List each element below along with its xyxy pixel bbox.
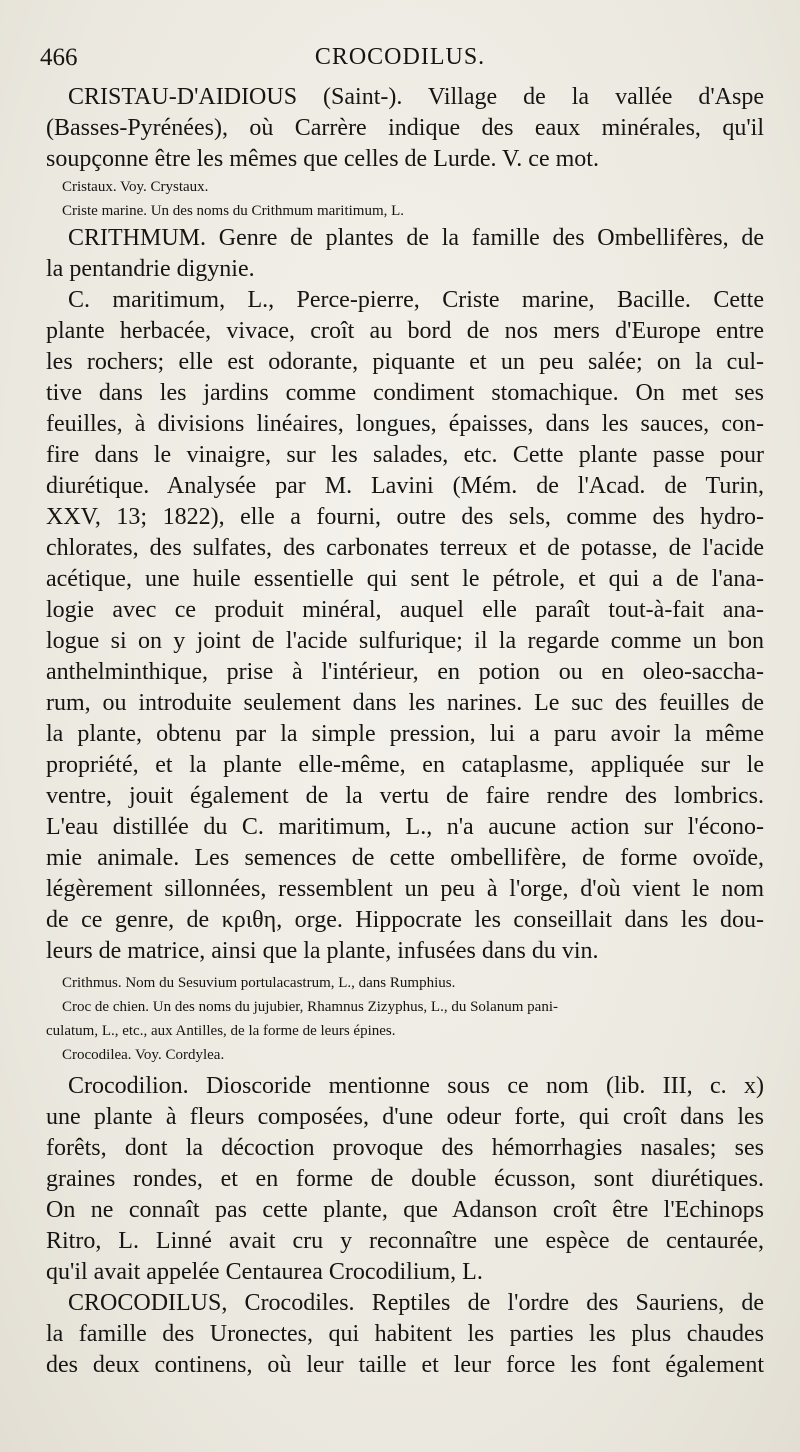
text-line: la pentandrie digynie. <box>46 256 255 282</box>
text-line: XXV, 13; 1822), elle a fourni, outre des sels, comme des hydro- <box>46 504 764 530</box>
text-line: On ne connaît pas cette plante, que Adanson croît être l'Echinops <box>46 1197 764 1223</box>
note-line: Crithmus. Nom du Sesuvium portulacastrum, L., dans Rumphius. <box>62 975 456 991</box>
text-line: Crocodilion. Dioscoride mentionne sous ce nom (lib. III, c. x) <box>68 1073 764 1099</box>
text-line: tive dans les jardins comme condiment stomachique. On met ses <box>46 380 764 406</box>
text-line: feuilles, à divisions linéaires, longues, épaisses, dans les sauces, con- <box>46 411 764 437</box>
text-line: graines rondes, et en forme de double écusson, sont diurétiques. <box>46 1166 764 1192</box>
text-line: (Basses-Pyrénées), où Carrère indique des eaux minérales, qu'il <box>46 115 764 141</box>
entry-c-maritimum <box>46 285 764 967</box>
text-line: anthelminthique, prise à l'intérieur, en potion ou en oleo-saccha- <box>46 659 764 685</box>
text-line: de ce genre, de κριθη, orge. Hippocrate les conseillait dans les dou- <box>46 907 764 933</box>
entry-crithmum <box>46 223 764 285</box>
text-line: ventre, jouit également de la vertu de faire rendre des lombrics. <box>46 783 764 809</box>
note-crithmus <box>46 971 764 995</box>
running-head: CROCODILUS. <box>314 44 486 70</box>
text-line: légèrement sillonnées, ressemblent un peu à l'orge, d'où vient le nom <box>46 876 764 902</box>
text-line: plante herbacée, vivace, croît au bord de nos mers d'Europe entre <box>46 318 764 344</box>
note-line: Croc de chien. Un des noms du jujubier, Rhamnus Zizyphus, L., du Solanum pani- <box>62 999 558 1015</box>
note-croc-de-chien <box>46 995 764 1043</box>
text-line: Ritro, L. Linné avait cru y reconnaître une espèce de centaurée, <box>46 1228 764 1254</box>
text-line: C. maritimum, L., Perce-pierre, Criste marine, Bacille. Cette <box>68 287 764 313</box>
note-line: Cristaux. Voy. Crystaux. <box>62 179 209 195</box>
text-line: diurétique. Analysée par M. Lavini (Mém. de l'Acad. de Turin, <box>46 473 764 499</box>
text-line: rum, ou introduite seulement dans les narines. Le suc des feuilles de <box>46 690 764 716</box>
text-line: CRISTAU-D'AIDIOUS (Saint-). Village de la vallée d'Aspe <box>68 84 764 110</box>
page-body <box>46 82 764 1381</box>
note-line: culatum, L., etc., aux Antilles, de la forme de leurs épines. <box>46 1023 396 1039</box>
text-line: leurs de matrice, ainsi que la plante, infusées dans du vin. <box>46 938 599 964</box>
text-line: soupçonne être les mêmes que celles de Lurde. V. ce mot. <box>46 146 599 172</box>
entry-cristau-daidious <box>46 82 764 175</box>
text-line: logie avec ce produit minéral, auquel elle paraît tout-à-fait ana- <box>46 597 764 623</box>
page-header <box>0 44 800 80</box>
note-criste-marine <box>46 199 764 223</box>
text-line: chlorates, des sulfates, des carbonates terreux et de potasse, de l'acide <box>46 535 764 561</box>
text-line: la plante, obtenu par la simple pression, lui a paru avoir la même <box>46 721 764 747</box>
page-number: 466 <box>40 44 78 71</box>
text-line: qu'il avait appelée Centaurea Crocodilium, L. <box>46 1259 483 1285</box>
text-line: acétique, une huile essentielle qui sent le pétrole, et qui a de l'ana- <box>46 566 764 592</box>
text-line: CROCODILUS, Crocodiles. Reptiles de l'ordre des Sauriens, de <box>68 1290 764 1316</box>
text-line: forêts, dont la décoction provoque des hémorrhagies nasales; ses <box>46 1135 764 1161</box>
text-line: propriété, et la plante elle-même, en cataplasme, appliquée sur le <box>46 752 764 778</box>
text-line: logue si on y joint de l'acide sulfurique; il la regarde comme un bon <box>46 628 764 654</box>
text-line: une plante à fleurs composées, d'une odeur forte, qui croît dans les <box>46 1104 764 1130</box>
text-line: la famille des Uronectes, qui habitent les parties les plus chaudes <box>46 1321 764 1347</box>
text-line: les rochers; elle est odorante, piquante et un peu salée; on la cul- <box>46 349 764 375</box>
note-cristaux <box>46 175 764 199</box>
note-line: Criste marine. Un des noms du Crithmum maritimum, L. <box>62 203 405 219</box>
text-line: mie animale. Les semences de cette ombellifère, de forme ovoïde, <box>46 845 764 871</box>
entry-crocodilion <box>46 1071 764 1288</box>
note-line: Crocodilea. Voy. Cordylea. <box>62 1047 225 1063</box>
text-line: des deux continens, où leur taille et leur force les font également <box>46 1352 764 1378</box>
text-line: L'eau distillée du C. maritimum, L., n'a aucune action sur l'écono- <box>46 814 764 840</box>
note-crocodilea <box>46 1043 764 1067</box>
entry-crocodilus <box>46 1288 764 1381</box>
text-line: CRITHMUM. Genre de plantes de la famille des Ombellifères, de <box>68 225 764 251</box>
text-line: fire dans le vinaigre, sur les salades, etc. Cette plante passe pour <box>46 442 764 468</box>
